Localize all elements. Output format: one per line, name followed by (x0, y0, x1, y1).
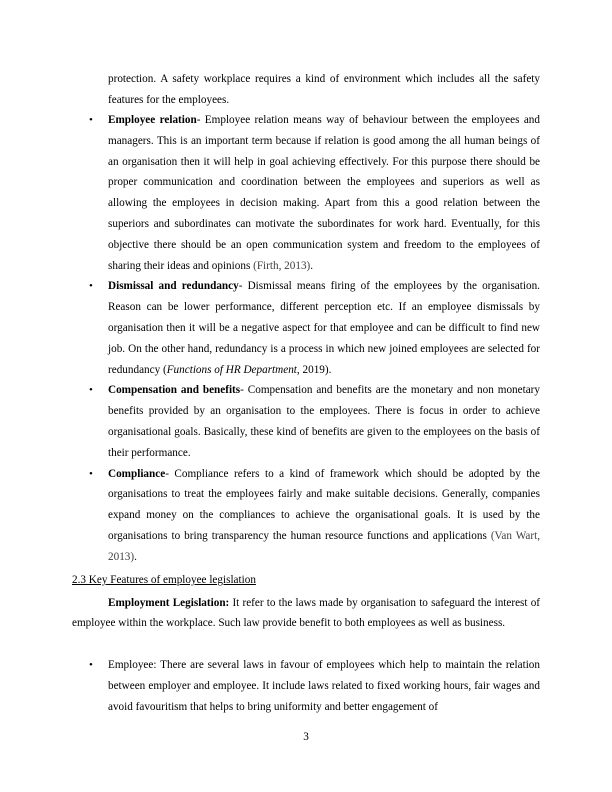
bullet-text: - Compensation and benefits are the monetary and non monetary benefits provided by an organisation to the employees. There is focus in order to achieve organisational goals. Basically, these kind of benefits are given to the employees on the basis of their performance. (108, 384, 540, 459)
bullet-dot-icon: • (89, 280, 93, 293)
feature-bullet-list (89, 110, 540, 568)
bullet-item-dismissal (89, 276, 540, 380)
bullet-term: Compensation and benefits (108, 384, 241, 397)
bullet-term: Employee relation (108, 114, 197, 126)
bullet-tail: . (134, 550, 137, 563)
bullet-text: - Employee relation means way of behaviour between the employees and managers. This is an important term because if relation is good among the all human beings of an organisation then it will help in goal achieving effectively. For this purpose there should be proper communication and coordination between the employees and superiors as well as allowing the employees in decision making. Apart from this a good relation between the superiors and subordinates can motivate the subordinates for work hard. Eventually, for this objective there should be an open communication system and freedom to the employees of sharing their ideas and opinions (108, 114, 540, 272)
bullet-term: Compliance (108, 467, 166, 480)
continuation-paragraph: protection. A safety workplace requires a kind of environment which includes all the safety features for the employees. (108, 73, 540, 106)
bullet-tail: . (310, 259, 314, 272)
citation-title: Functions of HR Department (166, 363, 297, 376)
bullet-item-employee (89, 655, 540, 717)
legislation-bullet-list (89, 655, 540, 717)
bullet-item-compensation (89, 380, 540, 463)
bullet-text: - Compliance refers to a kind of framework which should be adopted by the organisations to treat the employees fairly and make suitable decisions. Generally, companies expand money on the compliances to achieve the organisational goals. It is used by the organisations to bring transparency the human resource functions and applications (108, 467, 540, 542)
paragraph-term: Employment Legislation: (108, 597, 230, 609)
bullet-dot-icon: • (89, 114, 93, 126)
bullet-text: Employee: There are several laws in favour of employees which help to maintain the relation between employer and employee. It include laws related to fixed working hours, fair wages and avoid favouritism that helps to bring uniformity and better engagement of (108, 659, 540, 713)
section-heading: 2.3 Key Features of employee legislation (72, 574, 256, 586)
bullet-dot-icon: • (89, 384, 93, 397)
paragraph-text: It refer to the laws made by organisation to safeguard the interest of employee within the workplace. Such law provide benefit to both employees as well as business. (72, 597, 541, 630)
citation: (Firth, 2013) (253, 259, 311, 272)
bullet-item-compliance (89, 464, 540, 568)
page-number: 3 (303, 731, 309, 743)
legislation-paragraph (72, 593, 540, 633)
bullet-item-employee-relation (89, 110, 540, 276)
bullet-tail: . (328, 363, 332, 376)
citation: (Van Wart, 2013) (108, 529, 540, 563)
bullet-dot-icon: • (89, 659, 93, 671)
bullet-text: - Dismissal means firing of the employees by the organisation. Reason can be lower performance, different perception etc. If an employee dismissals by organisation then it will be a negative aspect for that employee and can be difficult to find new job. On the other hand, redundancy is a process in which new joined employees are selected for redundancy ( (108, 280, 540, 376)
citation-year: , 2019) (296, 363, 329, 376)
bullet-term: Dismissal and redundancy (108, 280, 239, 293)
bullet-dot-icon: • (89, 467, 93, 480)
